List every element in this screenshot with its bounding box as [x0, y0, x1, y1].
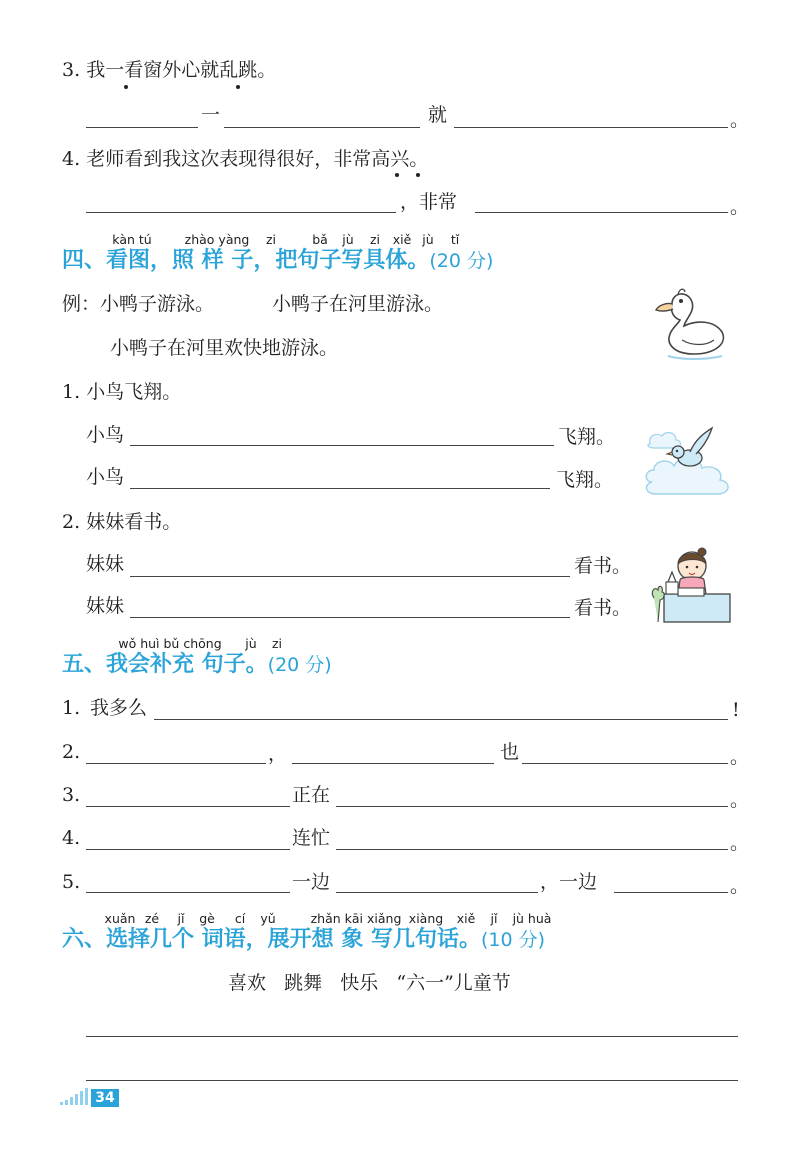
emphasis-dot — [395, 173, 399, 177]
q4-2-prompt: 2. 妹妹看书。 — [62, 511, 182, 533]
writing-line-2[interactable] — [86, 1080, 738, 1081]
page-number: 34 — [91, 1089, 119, 1107]
fill-blank-2b[interactable] — [292, 763, 494, 764]
page-deco-bar — [75, 1094, 78, 1105]
q4-1-prompt: 1. 小鸟飞翔。 — [62, 381, 182, 403]
q3-blank-3[interactable] — [454, 127, 728, 128]
fill-blank-5b[interactable] — [336, 892, 538, 893]
section-5-heading: 五、我会补充 句子。(20 分) — [62, 652, 332, 677]
section-4-heading: 四、看图，照 样 子，把句子写具体。(20 分) — [62, 248, 494, 273]
q3-sentence: 我一看窗外心就乱跳。 — [86, 59, 277, 81]
fill-blank-2c[interactable] — [522, 763, 728, 764]
example-row-1: 例：小鸭子游泳。 — [62, 293, 215, 315]
bird-blank-1[interactable] — [130, 445, 554, 446]
q3-line: 3. 我一看窗外心就乱跳。 — [62, 59, 277, 81]
emphasis-dot — [416, 173, 420, 177]
duckling-icon — [648, 284, 734, 362]
emphasis-dot — [124, 85, 128, 89]
page-deco-bar — [60, 1102, 63, 1105]
q4-sentence: 老师看到我这次表现得很好，非常高兴。 — [86, 148, 429, 170]
example-sentence-2: 小鸭子在河里游泳。 — [272, 293, 444, 315]
sister-blank-1[interactable] — [130, 576, 570, 577]
section-6-heading: 六、选择几个 词语，展开想 象 写几句话。(10 分) — [62, 927, 546, 952]
fill-blank-5a[interactable] — [86, 892, 290, 893]
q3-blank-2[interactable] — [224, 127, 420, 128]
example-sentence-3: 小鸭子在河里欢快地游泳。 — [110, 337, 339, 359]
fill-blank-1[interactable] — [154, 719, 728, 720]
emphasis-dot — [236, 85, 240, 89]
word-bank: 喜欢 跳舞 快乐 “六一”儿童节 — [228, 972, 511, 994]
fill-blank-5c[interactable] — [614, 892, 728, 893]
q3-blank-1[interactable] — [86, 127, 198, 128]
bird-blank-2[interactable] — [130, 488, 550, 489]
q4-blank-1[interactable] — [86, 212, 396, 213]
page-deco-bar — [65, 1100, 68, 1105]
sister-blank-2[interactable] — [130, 617, 570, 618]
page-deco-bar — [70, 1097, 73, 1105]
page-deco-bar — [80, 1091, 83, 1105]
girl-reading-icon — [648, 542, 734, 626]
fill-blank-3a[interactable] — [86, 806, 290, 807]
q4-blank-2[interactable] — [475, 212, 728, 213]
q3-word-1: 一 — [201, 104, 221, 126]
page-deco-bar — [85, 1088, 88, 1105]
bird-cloud-icon — [640, 424, 740, 498]
fill-blank-3b[interactable] — [336, 806, 728, 807]
q4-line: 4. 老师看到我这次表现得很好，非常高兴。 — [62, 148, 429, 170]
q3-word-2: 就 — [428, 104, 448, 126]
fill-blank-2a[interactable] — [86, 763, 266, 764]
q4-word-1: ，非常 — [400, 191, 458, 213]
fill-blank-4a[interactable] — [86, 849, 290, 850]
writing-line-1[interactable] — [86, 1036, 738, 1037]
fill-blank-4b[interactable] — [336, 849, 728, 850]
